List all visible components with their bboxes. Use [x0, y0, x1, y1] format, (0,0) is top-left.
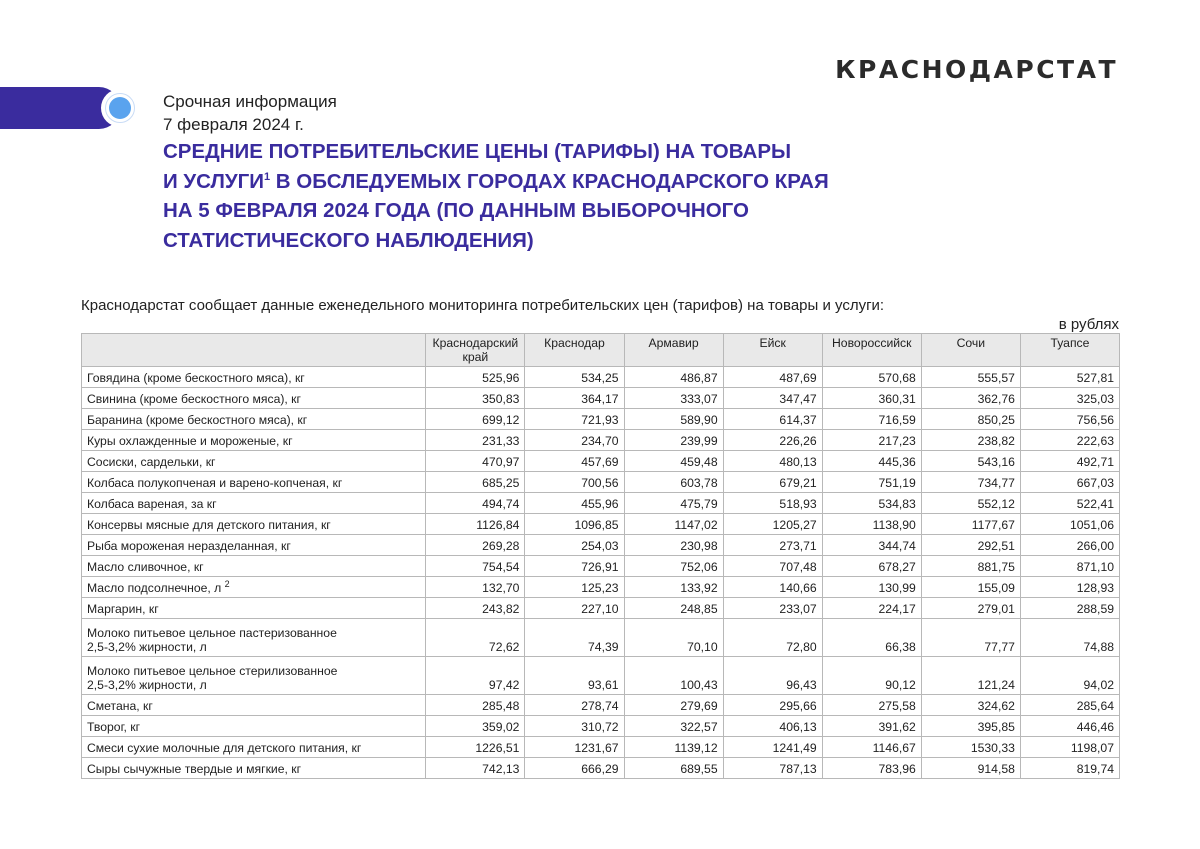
price-cell: 359,02 [426, 716, 525, 737]
title-line-2: И УСЛУГИ$^1$ В ОБСЛЕДУЕМЫХ ГОРОДАХ КРАСНОДАРСКОГО КРАЯ [163, 169, 829, 193]
document-kind: Срочная информация [163, 92, 337, 111]
price-cell: 325,03 [1020, 388, 1119, 409]
product-name-cell [82, 598, 426, 619]
product-name-cell [82, 619, 426, 657]
price-cell: 97,42 [426, 657, 525, 695]
table-row [82, 430, 1120, 451]
product-name: Колбаса вареная, за кг [87, 497, 217, 511]
product-name: Рыба мороженая неразделанная, кг [87, 539, 291, 553]
price-cell: 480,13 [723, 451, 822, 472]
product-name: Сосиски, сардельки, кг [87, 455, 216, 469]
product-name-line: 2,5-3,2% жирности, л [87, 640, 207, 654]
table-row [82, 451, 1120, 472]
price-cell: 721,93 [525, 409, 624, 430]
product-name-cell [82, 472, 426, 493]
title-line-4: СТАТИСТИЧЕСКОГО НАБЛЮДЕНИЯ) [163, 228, 534, 252]
product-name-cell [82, 695, 426, 716]
product-name-cell [82, 716, 426, 737]
price-cell: 222,63 [1020, 430, 1119, 451]
table-body [82, 367, 1120, 779]
table-row [82, 367, 1120, 388]
price-cell: 527,81 [1020, 367, 1119, 388]
price-cell: 273,71 [723, 535, 822, 556]
price-cell: 347,47 [723, 388, 822, 409]
column-header: Туапсе [1020, 334, 1119, 367]
table-row [82, 657, 1120, 695]
product-name: Маргарин, кг [87, 602, 159, 616]
price-cell: 70,10 [624, 619, 723, 657]
price-cell: 707,48 [723, 556, 822, 577]
price-cell: 726,91 [525, 556, 624, 577]
price-cell: 522,41 [1020, 493, 1119, 514]
price-cell: 699,12 [426, 409, 525, 430]
price-cell: 445,36 [822, 451, 921, 472]
price-cell: 685,25 [426, 472, 525, 493]
product-name-cell [82, 535, 426, 556]
price-cell: 140,66 [723, 577, 822, 598]
price-cell: 233,07 [723, 598, 822, 619]
product-name: Свинина (кроме бескостного мяса), кг [87, 392, 301, 406]
product-name: Масло сливочное, кг [87, 560, 204, 574]
product-name-cell [82, 388, 426, 409]
price-cell: 93,61 [525, 657, 624, 695]
price-cell: 689,55 [624, 758, 723, 779]
price-cell: 555,57 [921, 367, 1020, 388]
table-row [82, 388, 1120, 409]
price-cell: 1177,67 [921, 514, 1020, 535]
price-cell: 850,25 [921, 409, 1020, 430]
product-name: Масло подсолнечное, л [87, 581, 222, 595]
price-cell: 234,70 [525, 430, 624, 451]
product-name: Сметана, кг [87, 699, 153, 713]
price-cell: 459,48 [624, 451, 723, 472]
price-cell: 700,56 [525, 472, 624, 493]
price-cell: 72,80 [723, 619, 822, 657]
table-row [82, 695, 1120, 716]
price-cell: 552,12 [921, 493, 1020, 514]
price-cell: 1226,51 [426, 737, 525, 758]
price-cell: 322,57 [624, 716, 723, 737]
price-cell: 603,78 [624, 472, 723, 493]
price-cell: 364,17 [525, 388, 624, 409]
price-cell: 752,06 [624, 556, 723, 577]
circle-emblem-icon [101, 89, 139, 127]
price-cell: 751,19 [822, 472, 921, 493]
product-name-cell [82, 451, 426, 472]
price-cell: 66,38 [822, 619, 921, 657]
table-row [82, 598, 1120, 619]
price-cell: 534,25 [525, 367, 624, 388]
price-cell: 1205,27 [723, 514, 822, 535]
product-name-cell [82, 657, 426, 695]
price-cell: 914,58 [921, 758, 1020, 779]
price-cell: 90,12 [822, 657, 921, 695]
price-cell: 679,21 [723, 472, 822, 493]
table-row [82, 535, 1120, 556]
product-name: Куры охлажденные и мороженые, кг [87, 434, 293, 448]
price-cell: 243,82 [426, 598, 525, 619]
price-cell: 543,16 [921, 451, 1020, 472]
footnote-mark: 2 [224, 579, 230, 589]
price-cell: 457,69 [525, 451, 624, 472]
price-cell: 678,27 [822, 556, 921, 577]
price-cell: 269,28 [426, 535, 525, 556]
price-cell: 783,96 [822, 758, 921, 779]
table-row [82, 619, 1120, 657]
table-row [82, 514, 1120, 535]
price-cell: 1126,84 [426, 514, 525, 535]
price-cell: 475,79 [624, 493, 723, 514]
price-cell: 871,10 [1020, 556, 1119, 577]
price-cell: 716,59 [822, 409, 921, 430]
price-cell: 285,64 [1020, 695, 1119, 716]
table-row [82, 737, 1120, 758]
price-cell: 74,88 [1020, 619, 1119, 657]
price-cell: 238,82 [921, 430, 1020, 451]
price-cell: 279,01 [921, 598, 1020, 619]
price-cell: 666,29 [525, 758, 624, 779]
price-cell: 486,87 [624, 367, 723, 388]
price-cell: 77,77 [921, 619, 1020, 657]
product-name: Творог, кг [87, 720, 141, 734]
price-cell: 100,43 [624, 657, 723, 695]
price-cell: 406,13 [723, 716, 822, 737]
price-cell: 1198,07 [1020, 737, 1119, 758]
table-row [82, 472, 1120, 493]
price-cell: 734,77 [921, 472, 1020, 493]
product-name: Говядина (кроме бескостного мяса), кг [87, 371, 305, 385]
price-cell: 227,10 [525, 598, 624, 619]
table-row [82, 577, 1120, 598]
price-cell: 248,85 [624, 598, 723, 619]
price-cell: 534,83 [822, 493, 921, 514]
price-cell: 362,76 [921, 388, 1020, 409]
price-cell: 279,69 [624, 695, 723, 716]
price-cell: 819,74 [1020, 758, 1119, 779]
column-header: Армавир [624, 334, 723, 367]
price-cell: 455,96 [525, 493, 624, 514]
price-cell: 756,56 [1020, 409, 1119, 430]
unit-label: в рублях [1058, 316, 1119, 333]
price-cell: 391,62 [822, 716, 921, 737]
intro-text: Краснодарстат сообщает данные еженедельного мониторинга потребительских цен (тарифов) на товары и услуги: [81, 297, 885, 314]
document-date: 7 февраля 2024 г. [163, 115, 304, 134]
price-cell: 470,97 [426, 451, 525, 472]
price-cell: 239,99 [624, 430, 723, 451]
price-cell: 231,33 [426, 430, 525, 451]
price-cell: 1051,06 [1020, 514, 1119, 535]
product-name-cell [82, 758, 426, 779]
product-name-line: Молоко питьевое цельное пастеризованное [87, 626, 337, 640]
price-cell: 570,68 [822, 367, 921, 388]
price-cell: 589,90 [624, 409, 723, 430]
table-row [82, 409, 1120, 430]
price-cell: 494,74 [426, 493, 525, 514]
price-cell: 787,13 [723, 758, 822, 779]
title-footnote-mark: 1 [263, 170, 271, 183]
price-cell: 128,93 [1020, 577, 1119, 598]
price-cell: 1530,33 [921, 737, 1020, 758]
brand-logo-text: КРАСНОДАРСТАТ [835, 55, 1118, 84]
price-cell: 1139,12 [624, 737, 723, 758]
product-name-line: Молоко питьевое цельное стерилизованное [87, 664, 338, 678]
title-line-3: НА 5 ФЕВРАЛЯ 2024 ГОДА (ПО ДАННЫМ ВЫБОРОЧНОГО [163, 199, 749, 222]
price-cell: 130,99 [822, 577, 921, 598]
product-name-line: 2,5-3,2% жирности, л [87, 678, 207, 692]
price-cell: 226,26 [723, 430, 822, 451]
price-cell: 155,09 [921, 577, 1020, 598]
price-cell: 254,03 [525, 535, 624, 556]
table-row [82, 493, 1120, 514]
product-name-cell [82, 430, 426, 451]
title-line-1: СРЕДНИЕ ПОТРЕБИТЕЛЬСКИЕ ЦЕНЫ (ТАРИФЫ) НА ТОВАРЫ [163, 140, 792, 163]
column-header: Краснодарский край [426, 334, 525, 367]
price-cell: 310,72 [525, 716, 624, 737]
product-name: Баранина (кроме бескостного мяса), кг [87, 413, 308, 427]
product-name: Сыры сычужные твердые и мягкие, кг [87, 762, 302, 776]
table-row [82, 556, 1120, 577]
price-cell: 395,85 [921, 716, 1020, 737]
price-cell: 324,62 [921, 695, 1020, 716]
price-cell: 344,74 [822, 535, 921, 556]
price-cell: 333,07 [624, 388, 723, 409]
price-cell: 96,43 [723, 657, 822, 695]
price-cell: 1146,67 [822, 737, 921, 758]
price-cell: 1147,02 [624, 514, 723, 535]
price-cell: 132,70 [426, 577, 525, 598]
price-cell: 881,75 [921, 556, 1020, 577]
price-cell: 1231,67 [525, 737, 624, 758]
product-name-cell [82, 514, 426, 535]
product-name-cell [82, 737, 426, 758]
price-cell: 360,31 [822, 388, 921, 409]
price-cell: 1241,49 [723, 737, 822, 758]
price-cell: 1096,85 [525, 514, 624, 535]
table-row [82, 716, 1120, 737]
price-cell: 446,46 [1020, 716, 1119, 737]
price-cell: 288,59 [1020, 598, 1119, 619]
column-header: Новороссийск [822, 334, 921, 367]
price-cell: 525,96 [426, 367, 525, 388]
price-cell: 295,66 [723, 695, 822, 716]
product-name-cell [82, 409, 426, 430]
price-cell: 121,24 [921, 657, 1020, 695]
price-cell: 292,51 [921, 535, 1020, 556]
column-header: Сочи [921, 334, 1020, 367]
product-name-cell [82, 577, 426, 598]
price-cell: 487,69 [723, 367, 822, 388]
price-cell: 742,13 [426, 758, 525, 779]
column-header: Ейск [723, 334, 822, 367]
product-name: Консервы мясные для детского питания, кг [87, 518, 331, 532]
column-header-product [82, 334, 426, 367]
price-cell: 72,62 [426, 619, 525, 657]
page-title [163, 137, 963, 255]
price-cell: 518,93 [723, 493, 822, 514]
product-name: Колбаса полукопченая и варено-копченая, кг [87, 476, 343, 490]
price-cell: 94,02 [1020, 657, 1119, 695]
price-cell: 614,37 [723, 409, 822, 430]
price-cell: 266,00 [1020, 535, 1119, 556]
price-cell: 754,54 [426, 556, 525, 577]
price-cell: 492,71 [1020, 451, 1119, 472]
price-cell: 230,98 [624, 535, 723, 556]
price-cell: 275,58 [822, 695, 921, 716]
price-cell: 224,17 [822, 598, 921, 619]
price-cell: 285,48 [426, 695, 525, 716]
product-name: Смеси сухие молочные для детского питания, кг [87, 741, 362, 755]
price-cell: 125,23 [525, 577, 624, 598]
product-name-cell [82, 556, 426, 577]
table-row [82, 758, 1120, 779]
table-header-row [82, 334, 1120, 367]
column-header: Краснодар [525, 334, 624, 367]
price-cell: 667,03 [1020, 472, 1119, 493]
price-cell: 350,83 [426, 388, 525, 409]
price-cell: 133,92 [624, 577, 723, 598]
product-name-cell [82, 367, 426, 388]
price-cell: 278,74 [525, 695, 624, 716]
product-name-cell [82, 493, 426, 514]
price-cell: 74,39 [525, 619, 624, 657]
price-cell: 1138,90 [822, 514, 921, 535]
price-table [81, 333, 1120, 779]
price-cell: 217,23 [822, 430, 921, 451]
